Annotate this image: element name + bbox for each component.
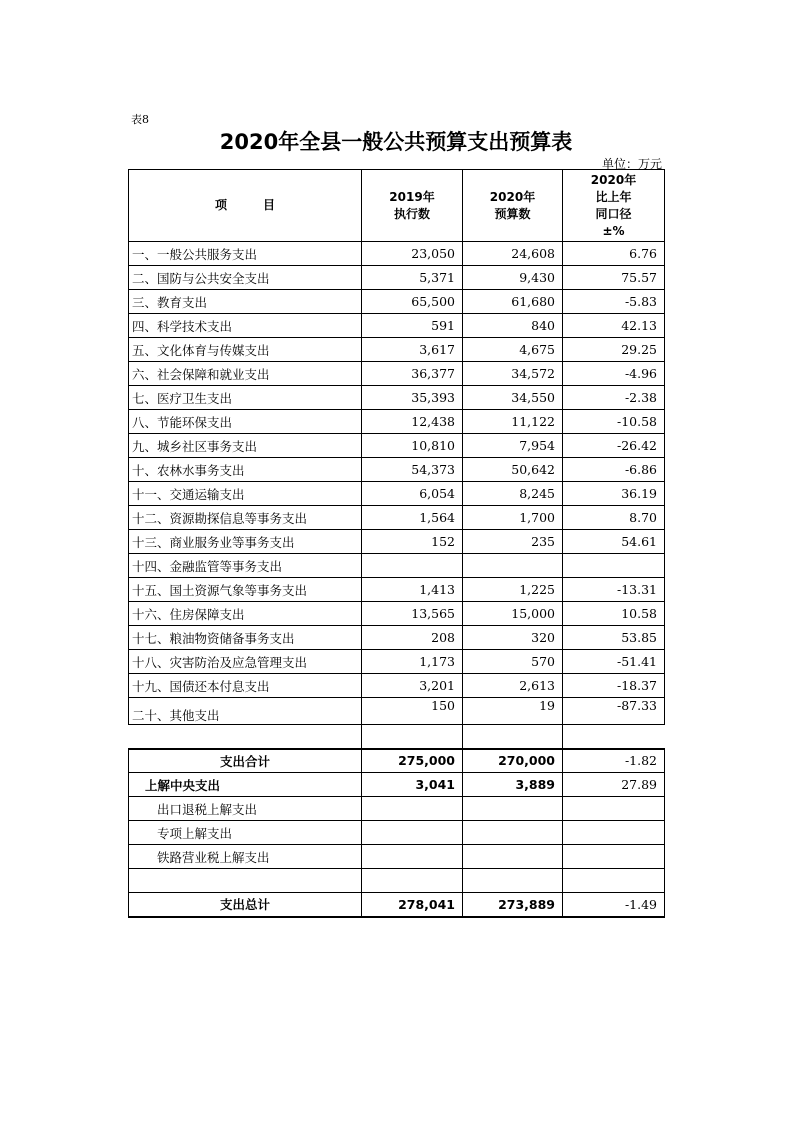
row-2019: 13,565 — [362, 602, 463, 626]
row-name: 六、社会保障和就业支出 — [129, 362, 362, 386]
header-2020-line1: 2020年 — [489, 189, 536, 204]
table-row — [129, 506, 665, 530]
table-row — [129, 242, 665, 266]
table-row — [129, 602, 665, 626]
empty-cell — [463, 845, 563, 869]
row-2020: 19 — [463, 698, 563, 725]
table-row — [129, 266, 665, 290]
row-2020: 1,700 — [463, 506, 563, 530]
table-row — [129, 290, 665, 314]
table-row — [129, 362, 665, 386]
subtotal-name: 支出合计 — [129, 749, 362, 773]
header-change-line3: 同口径 — [595, 206, 632, 221]
row-name: 十七、粮油物资储备事务支出 — [129, 626, 362, 650]
row-name: 十五、国土资源气象等事务支出 — [129, 578, 362, 602]
row-2020: 34,572 — [463, 362, 563, 386]
row-2020: 4,675 — [463, 338, 563, 362]
table-row — [129, 338, 665, 362]
row-pct: -87.33 — [563, 698, 665, 725]
row-2020: 570 — [463, 650, 563, 674]
row-pct: -2.38 — [563, 386, 665, 410]
row-name: 一、一般公共服务支出 — [129, 242, 362, 266]
table-row — [129, 578, 665, 602]
row-name: 九、城乡社区事务支出 — [129, 434, 362, 458]
row-pct: -4.96 — [563, 362, 665, 386]
table-row — [129, 530, 665, 554]
row-name: 二、国防与公共安全支出 — [129, 266, 362, 290]
central-name: 上解中央支出 — [129, 773, 362, 797]
row-2020: 9,430 — [463, 266, 563, 290]
central-item-row — [129, 797, 665, 821]
subtotal-2020: 270,000 — [463, 749, 563, 773]
header-2019-line2: 执行数 — [393, 206, 430, 221]
empty-cell — [563, 797, 665, 821]
empty-cell — [463, 821, 563, 845]
row-2020: 7,954 — [463, 434, 563, 458]
row-pct: -5.83 — [563, 290, 665, 314]
table-row — [129, 650, 665, 674]
table-row — [129, 554, 665, 578]
row-name: 十六、住房保障支出 — [129, 602, 362, 626]
empty-cell — [362, 725, 463, 749]
header-2019-line1: 2019年 — [389, 189, 435, 204]
row-name: 二十、其他支出 — [129, 698, 362, 725]
header-change-line2: 比上年 — [595, 189, 632, 204]
row-2020: 840 — [463, 314, 563, 338]
row-pct: -10.58 — [563, 410, 665, 434]
row-pct: 42.13 — [563, 314, 665, 338]
empty-cell — [129, 869, 362, 893]
row-2019: 65,500 — [362, 290, 463, 314]
central-item-row — [129, 845, 665, 869]
row-pct: 54.61 — [563, 530, 665, 554]
row-pct: 75.57 — [563, 266, 665, 290]
row-name: 十三、商业服务业等事务支出 — [129, 530, 362, 554]
empty-cell — [362, 797, 463, 821]
subtotal-row — [129, 749, 665, 773]
table-row — [129, 698, 665, 725]
table-row — [129, 386, 665, 410]
empty-cell — [362, 845, 463, 869]
row-pct: -26.42 — [563, 434, 665, 458]
row-name: 十四、金融监管等事务支出 — [129, 554, 362, 578]
row-2020: 11,122 — [463, 410, 563, 434]
empty-cell — [362, 869, 463, 893]
budget-table — [128, 169, 665, 918]
header-2020-line2: 预算数 — [494, 206, 531, 221]
row-2020: 24,608 — [463, 242, 563, 266]
empty-cell — [563, 725, 665, 749]
table-label: 表8 — [131, 113, 149, 126]
table-row — [129, 434, 665, 458]
row-pct: -51.41 — [563, 650, 665, 674]
table-header-row — [129, 170, 665, 242]
row-2019: 208 — [362, 626, 463, 650]
row-pct — [563, 554, 665, 578]
header-2020 — [463, 170, 563, 242]
row-2019: 12,438 — [362, 410, 463, 434]
row-name: 八、节能环保支出 — [129, 410, 362, 434]
central-item-row — [129, 821, 665, 845]
row-pct: 53.85 — [563, 626, 665, 650]
empty-cell — [463, 725, 563, 749]
empty-row — [129, 869, 665, 893]
row-2019: 35,393 — [362, 386, 463, 410]
row-2019: 591 — [362, 314, 463, 338]
empty-cell — [362, 821, 463, 845]
row-2020: 320 — [463, 626, 563, 650]
subtotal-2019: 275,000 — [362, 749, 463, 773]
row-2019: 1,564 — [362, 506, 463, 530]
header-change — [563, 170, 665, 242]
table-row — [129, 674, 665, 698]
header-item: 项 目 — [129, 170, 362, 242]
empty-cell — [563, 869, 665, 893]
row-2020: 1,225 — [463, 578, 563, 602]
row-name: 十、农林水事务支出 — [129, 458, 362, 482]
row-2019: 1,413 — [362, 578, 463, 602]
page-title: 2020年全县一般公共预算支出预算表 — [219, 130, 573, 154]
table-row — [129, 626, 665, 650]
unit-label: 单位：万元 — [601, 157, 662, 171]
row-name: 三、教育支出 — [129, 290, 362, 314]
central-item-name: 铁路营业税上解支出 — [129, 845, 362, 869]
row-pct: 29.25 — [563, 338, 665, 362]
empty-cell — [563, 821, 665, 845]
row-2019: 5,371 — [362, 266, 463, 290]
row-2020: 235 — [463, 530, 563, 554]
central-pct: 27.89 — [563, 773, 665, 797]
row-2019: 3,201 — [362, 674, 463, 698]
central-row — [129, 773, 665, 797]
row-name: 七、医疗卫生支出 — [129, 386, 362, 410]
row-name: 五、文化体育与传媒支出 — [129, 338, 362, 362]
central-item-name: 出口退税上解支出 — [129, 797, 362, 821]
central-2020: 3,889 — [463, 773, 563, 797]
row-2019: 6,054 — [362, 482, 463, 506]
total-name: 支出总计 — [129, 893, 362, 917]
row-2019: 10,810 — [362, 434, 463, 458]
total-2019: 278,041 — [362, 893, 463, 917]
row-2019: 1,173 — [362, 650, 463, 674]
row-2019: 150 — [362, 698, 463, 725]
row-2019: 36,377 — [362, 362, 463, 386]
empty-cell — [129, 725, 362, 749]
row-pct: 10.58 — [563, 602, 665, 626]
row-2020: 8,245 — [463, 482, 563, 506]
table-row — [129, 482, 665, 506]
row-2019: 3,617 — [362, 338, 463, 362]
total-row — [129, 893, 665, 917]
total-pct: -1.49 — [563, 893, 665, 917]
total-2020: 273,889 — [463, 893, 563, 917]
row-name: 十九、国债还本付息支出 — [129, 674, 362, 698]
header-change-line1: 2020年 — [590, 172, 637, 187]
row-pct: -18.37 — [563, 674, 665, 698]
row-2019 — [362, 554, 463, 578]
row-name: 十二、资源勘探信息等事务支出 — [129, 506, 362, 530]
header-change-line4: ±% — [602, 223, 625, 238]
row-name: 十八、灾害防治及应急管理支出 — [129, 650, 362, 674]
row-2020: 2,613 — [463, 674, 563, 698]
empty-cell — [563, 845, 665, 869]
row-2019: 54,373 — [362, 458, 463, 482]
row-2020: 15,000 — [463, 602, 563, 626]
row-2020: 50,642 — [463, 458, 563, 482]
empty-row — [129, 725, 665, 749]
row-pct: 36.19 — [563, 482, 665, 506]
row-pct: 6.76 — [563, 242, 665, 266]
row-2020 — [463, 554, 563, 578]
central-item-name: 专项上解支出 — [129, 821, 362, 845]
empty-cell — [463, 869, 563, 893]
row-2019: 152 — [362, 530, 463, 554]
row-pct: 8.70 — [563, 506, 665, 530]
empty-cell — [463, 797, 563, 821]
row-name: 四、科学技术支出 — [129, 314, 362, 338]
row-pct: -6.86 — [563, 458, 665, 482]
row-2020: 34,550 — [463, 386, 563, 410]
row-pct: -13.31 — [563, 578, 665, 602]
row-2020: 61,680 — [463, 290, 563, 314]
subtotal-pct: -1.82 — [563, 749, 665, 773]
header-2019 — [362, 170, 463, 242]
table-row — [129, 458, 665, 482]
central-2019: 3,041 — [362, 773, 463, 797]
table-row — [129, 410, 665, 434]
row-2019: 23,050 — [362, 242, 463, 266]
row-name: 十一、交通运输支出 — [129, 482, 362, 506]
table-row — [129, 314, 665, 338]
